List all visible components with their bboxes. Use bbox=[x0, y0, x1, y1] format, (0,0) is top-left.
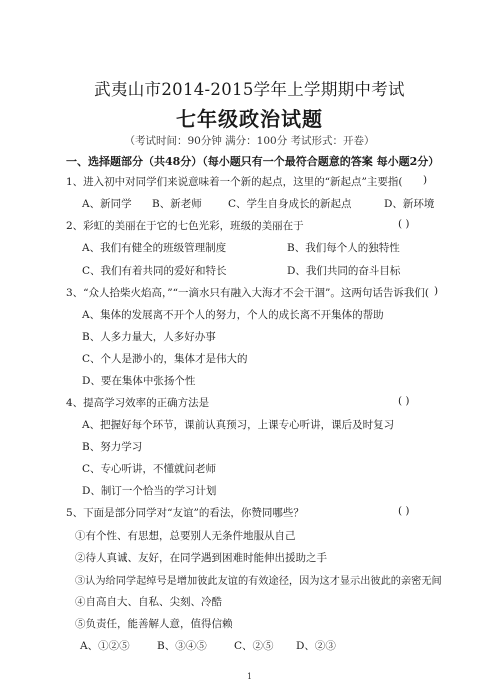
question-3-answer-paren: ) bbox=[434, 285, 439, 297]
question-1-stem: 1、进入初中对同学们来说意味着一个新的起点，这里的“新起点”主要指( bbox=[66, 176, 403, 188]
question-4-option-a: A、把握好每个环节，课前认真预习，上课专心听讲，课后及时复习 bbox=[82, 419, 395, 431]
question-1-option-a: A、新同学 bbox=[82, 198, 132, 210]
question-5-statement-3: ③认为给同学起绰号是增加彼此友谊的有效途径，因为这才显示出彼此的亲密无间 bbox=[75, 576, 442, 587]
question-5-answer-paren: ( ) bbox=[398, 505, 410, 517]
exam-subtitle: 七年级政治试题 bbox=[176, 107, 323, 131]
question-4-option-c: C、专心听讲，不懂就问老师 bbox=[82, 463, 217, 475]
question-4-option-d: D、制订一个恰当的学习计划 bbox=[82, 485, 217, 497]
question-1-answer-paren: ) bbox=[423, 174, 428, 186]
question-5-option-d: D、②③ bbox=[296, 640, 336, 652]
question-4-answer-paren: ( ) bbox=[398, 395, 410, 407]
question-5-option-c: C、②⑤ bbox=[234, 640, 274, 652]
question-3-option-a: A、集体的发展离不开个人的努力，个人的成长离不开集体的帮助 bbox=[82, 309, 384, 321]
question-1-option-b: B、新老师 bbox=[152, 198, 202, 210]
question-2-option-c: C、我们有着共同的爱好和特长 bbox=[82, 265, 227, 277]
question-5-statement-2: ②待人真诚、友好，在同学遇到困难时能伸出援助之手 bbox=[75, 552, 327, 564]
question-3-stem: 3、“众人拾柴火焰高，”“一滴水只有融入大海才不会干涸”。这两句话告诉我们( bbox=[66, 287, 429, 299]
question-3-option-c: C、个人是渺小的，集体才是伟大的 bbox=[82, 353, 248, 365]
question-5-statement-5: ⑤负责任，能善解人意，值得信赖 bbox=[75, 618, 233, 630]
question-3-option-d: D、要在集体中张扬个性 bbox=[82, 375, 196, 387]
section-heading: 一、选择题部分（共48分）（每小题只有一个最符合题意的答案 每小题2分） bbox=[66, 155, 440, 168]
question-5-stem: 5、下面是部分同学对“友谊”的看法，你赞同哪些？ bbox=[66, 507, 304, 519]
exam-info: （考试时间：90分钟 满分：100分 考试形式：开卷） bbox=[124, 135, 375, 147]
question-2-option-d: D、我们共同的奋斗目标 bbox=[287, 265, 401, 277]
question-3-option-b: B、人多力量大，人多好办事 bbox=[82, 331, 216, 343]
question-1-option-c: C、学生自身成长的新起点 bbox=[228, 198, 352, 210]
question-5-statement-1: ①有个性、有思想，总要别人无条件地服从自己 bbox=[75, 530, 296, 542]
question-2-answer-paren: ( ) bbox=[398, 218, 410, 230]
question-4-stem: 4、提高学习效率的正确方法是 bbox=[66, 397, 210, 409]
question-2-option-a: A、我们有健全的班级管理制度 bbox=[82, 242, 227, 254]
question-5-statement-4: ④自高自大、自私、尖刻、冷酷 bbox=[75, 596, 222, 608]
question-5-option-a: A、①②⑤ bbox=[80, 640, 130, 652]
question-2-option-b: B、我们每个人的独特性 bbox=[287, 242, 400, 254]
question-5-option-b: B、③④⑤ bbox=[157, 640, 207, 652]
question-1-option-d: D、新环境 bbox=[384, 198, 435, 210]
page-number: 1 bbox=[246, 672, 253, 681]
question-4-option-b: B、努力学习 bbox=[82, 441, 143, 453]
question-2-stem: 2、彩虹的美丽在于它的七色光彩，班级的美丽在于 bbox=[66, 220, 304, 232]
exam-title: 武夷山市2014-2015学年上学期期中考试 bbox=[94, 80, 405, 99]
